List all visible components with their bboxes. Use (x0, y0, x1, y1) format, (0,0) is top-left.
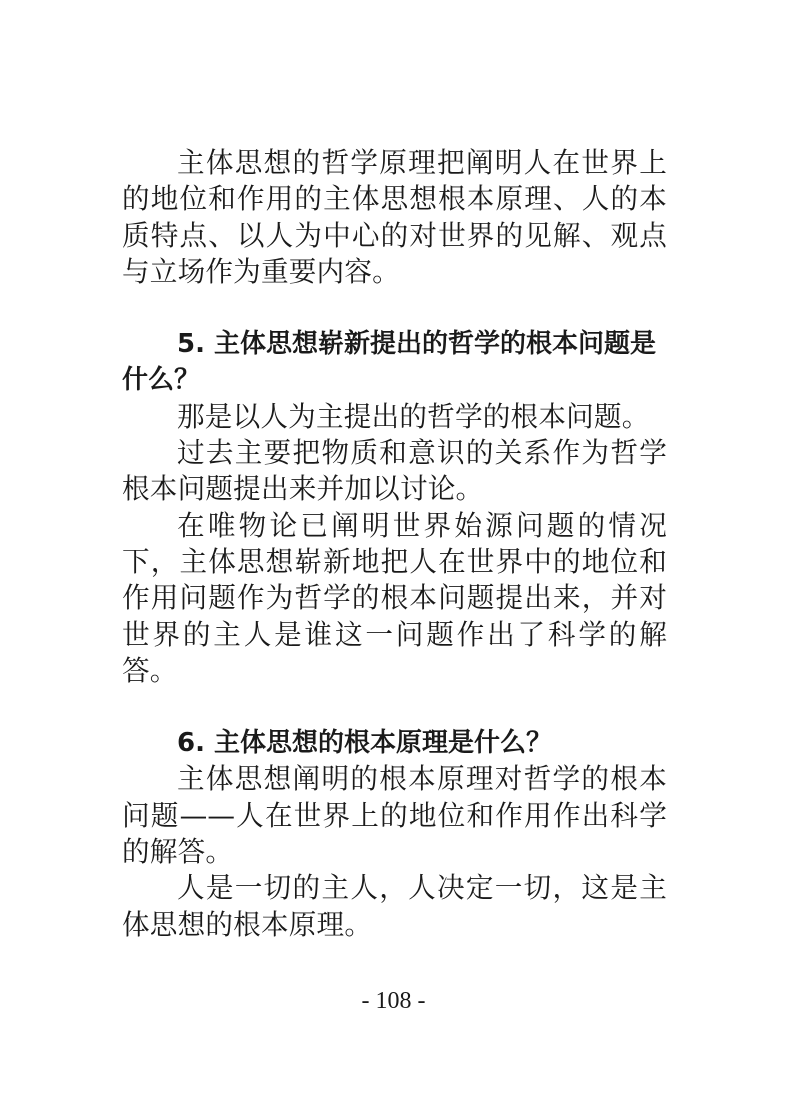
intro-paragraph: 主体思想的哲学原理把阐明人在世界上的地位和作用的主体思想根本原理、人的本质特点、以人为中心的对世界的见解、观点与立场作为重要内容。 (122, 146, 667, 288)
question-6-paragraph-1: 主体思想阐明的根本原理对哲学的根本问题——人在世界上的地位和作用作出科学的解答。 (122, 762, 667, 869)
section-gap (122, 290, 667, 326)
question-6-heading: 6. 主体思想的根本原理是什么？ (177, 728, 553, 759)
document-body (122, 145, 667, 943)
question-5-paragraph-3: 在唯物论已阐明世界始源问题的情况下，主体思想崭新地把人在世界中的地位和作用问题作为哲学的根本问题提出来，并对世界的主人是谁这一问题作出了科学的解答。 (122, 508, 667, 687)
question-6-paragraph-2: 人是一切的主人，人决定一切，这是主体思想的根本原理。 (122, 871, 667, 941)
question-5-paragraph-2: 过去主要把物质和意识的关系作为哲学根本问题提出来并加以讨论。 (122, 436, 667, 506)
section-gap (122, 689, 667, 725)
question-5-paragraph-1: 那是以人为主提出的哲学的根本问题。 (177, 399, 650, 433)
page-number: - 108 - (361, 988, 426, 1014)
question-5-heading: 5. 主体思想崭新提出的哲学的根本问题是什么？ (122, 329, 657, 396)
